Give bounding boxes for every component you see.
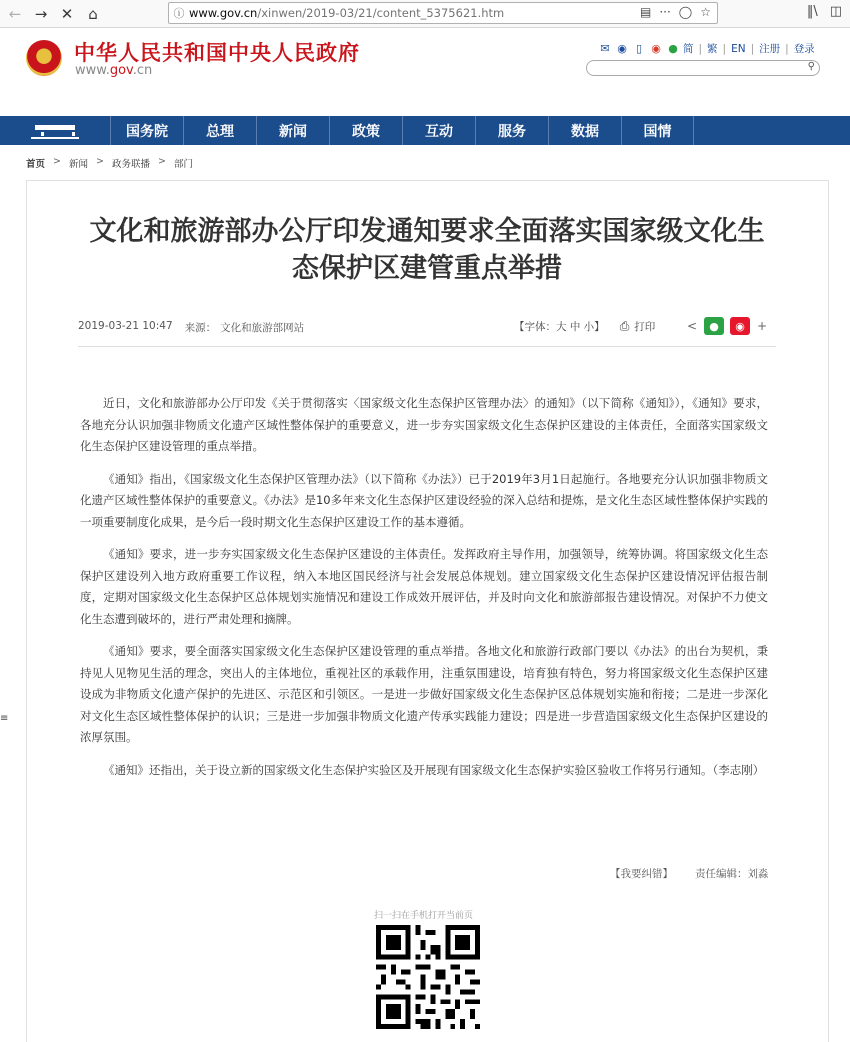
site-url-prefix: www.: [75, 63, 110, 78]
address-bar[interactable]: [168, 2, 718, 24]
message-icon[interactable]: ◉: [617, 42, 627, 55]
side-tab-icon[interactable]: ≡: [0, 713, 9, 724]
font-size-switcher[interactable]: 【字体：大 中 小】: [514, 321, 605, 333]
bookmark-star-icon[interactable]: ☆: [700, 5, 711, 19]
back-icon[interactable]: ←: [8, 4, 22, 23]
site-url-mid: gov: [109, 63, 133, 78]
wechat-icon[interactable]: ●: [668, 42, 678, 55]
nav-item-interaction[interactable]: 互动: [402, 116, 475, 145]
mobile-icon[interactable]: ▯: [635, 42, 643, 55]
nav-item-state-council[interactable]: 国务院: [110, 116, 183, 145]
breadcrumb-home[interactable]: 首页: [26, 159, 46, 170]
close-icon[interactable]: ✕: [60, 4, 74, 23]
reader-icon[interactable]: ▤: [640, 5, 652, 19]
separator: |: [750, 42, 755, 55]
site-url-suffix: .cn: [132, 63, 153, 78]
nav-item-national-conditions[interactable]: 国情: [621, 116, 694, 145]
paragraph: 近日，文化和旅游部办公厅印发《关于贯彻落实〈国家级文化生态保护区管理办法〉的通知》（以下简称《通知》），《通知》要求，各地充分认识加强非物质文化遗产区域性整体保护的重要意义，进一步夯实国家级文化生态保护区建设的主体责任，全面落实国家级文化生态保护区建设管理的重点举措。: [80, 396, 768, 453]
qr-code: [376, 925, 480, 1029]
separator: |: [698, 42, 703, 55]
paragraph: 《通知》指出，《国家级文化生态保护区管理办法》（以下简称《办法》）已于2019年3月1日起施行。各地要充分认识加强非物质文化遗产区域性整体保护的重要意义。《办法》是10多年来文化生态保护区建设经验的深入总结和提炼，是文化生态区域性整体保护实践的一项重要制度化成果，是今后一段时期文化生态保护区建设工作的基本遵循。: [80, 471, 768, 529]
report-error-link[interactable]: 【我要纠错】: [610, 868, 673, 880]
mail-icon[interactable]: ✉: [600, 42, 610, 55]
breadcrumb-departments[interactable]: 部门: [173, 159, 193, 170]
nav-item-data[interactable]: 数据: [548, 116, 621, 145]
pocket-icon[interactable]: ◯: [678, 5, 693, 19]
main-nav: [0, 116, 850, 145]
paragraph: 《通知》要求，进一步夯实国家级文化生态保护区建设的主体责任。发挥政府主导作用，加强领导，统筹协调。将国家级文化生态保护区建设列入地方政府重要工作议程，纳入本地区国民经济与社会发展总体规划。建立国家级文化生态保护区建设情况评估报告制度，定期对国家级文化生态保护区总体规划实施情况和建设工作成效开展评估，并及时向文化和旅游部报告建设情况。对保护不力使文化生态遭到破坏的，进行严肃处理和摘牌。: [80, 547, 768, 626]
breadcrumb-news[interactable]: 新闻: [68, 159, 88, 170]
url-path: /xinwen/2019-03/21/content_5375621.htm: [257, 6, 505, 20]
article-body: [80, 393, 768, 792]
nav-item-services[interactable]: 服务: [475, 116, 548, 145]
sidebar-icon[interactable]: ◫: [829, 4, 842, 19]
article-title: 文化和旅游部办公厅印发通知要求全面落实国家级文化生态保护区建管重点举措: [89, 216, 765, 284]
print-button[interactable]: 打印: [634, 321, 656, 333]
chevron-right-icon: >: [53, 156, 61, 167]
source-label: 来源：: [184, 322, 217, 334]
breadcrumb-gov-broadcast[interactable]: 政务联播: [111, 159, 150, 170]
breadcrumb: [26, 156, 193, 170]
site-name[interactable]: 中华人民共和国中央人民政府: [74, 40, 360, 65]
nav-item-news[interactable]: 新闻: [256, 116, 329, 145]
browser-toolbar: [0, 0, 850, 28]
weibo-icon[interactable]: ◉: [651, 42, 661, 55]
share-bar: [686, 317, 768, 335]
paragraph: 《通知》还指出，关于设立新的国家级文化生态保护实验区及开展现有国家级文化生态保护实验区验收工作将另行通知。（李志刚）: [103, 762, 765, 777]
link-register[interactable]: 注册: [759, 43, 781, 55]
info-icon[interactable]: ⓘ: [173, 7, 185, 20]
chevron-right-icon: >: [157, 156, 166, 167]
library-icon[interactable]: ‖\: [806, 4, 818, 19]
link-login[interactable]: 登录: [793, 43, 815, 55]
link-traditional[interactable]: 繁: [707, 43, 718, 55]
responsible-editor: 责任编辑：刘淼: [695, 868, 769, 880]
search-icon[interactable]: ⚲: [807, 61, 815, 72]
link-english[interactable]: EN: [731, 42, 746, 55]
link-simplified[interactable]: 简: [683, 43, 694, 55]
share-icon[interactable]: <: [686, 319, 698, 333]
weibo-share-icon[interactable]: ◉: [730, 317, 750, 335]
national-emblem-logo[interactable]: [26, 40, 62, 76]
separator: |: [785, 42, 789, 55]
more-share-icon[interactable]: +: [756, 319, 768, 333]
article-tools: [514, 319, 655, 334]
home-icon[interactable]: ⌂: [88, 4, 98, 23]
chevron-right-icon: >: [96, 156, 104, 167]
search-input[interactable]: [586, 60, 820, 76]
article-meta: [78, 320, 304, 335]
wechat-share-icon[interactable]: ●: [704, 317, 724, 335]
nav-item-policy[interactable]: 政策: [329, 116, 402, 145]
forward-icon[interactable]: →: [34, 4, 48, 23]
url-domain: www.gov.cn: [189, 6, 258, 20]
print-icon[interactable]: ⎙: [619, 319, 630, 333]
publish-date: 2019-03-21 10:47: [78, 320, 173, 332]
qr-caption: 扫一扫在手机打开当前页: [374, 911, 474, 921]
site-url: [75, 63, 152, 78]
header-tools: [598, 41, 815, 56]
home-gate-icon[interactable]: [0, 116, 110, 145]
separator: |: [722, 42, 727, 55]
page-actions-icon[interactable]: ···: [659, 5, 671, 19]
source-name: 文化和旅游部网站: [220, 322, 305, 334]
article-footer: [610, 866, 769, 881]
divider: [78, 346, 776, 347]
nav-item-premier[interactable]: 总理: [183, 116, 256, 145]
paragraph: 《通知》要求，要全面落实国家级文化生态保护区建设管理的重点举措。各地文化和旅游行政部门要以《办法》的出台为契机，秉持见人见物见生活的理念，突出人的主体地位，重视社区的承载作用，注重氛围建设，培育独有特色，努力将国家级文化生态保护区建设成为非物质文化遗产保护的先进区、示范区和引领区。一是进一步做好国家级文化生态保护区总体规划实施和衔接；二是进一步深化对文化生态区域性整体保护的认识；三是进一步加强非物质文化遗产传承实践能力建设；四是进一步营造国家级文化生态保护区建设的浓厚氛围。: [80, 644, 768, 744]
